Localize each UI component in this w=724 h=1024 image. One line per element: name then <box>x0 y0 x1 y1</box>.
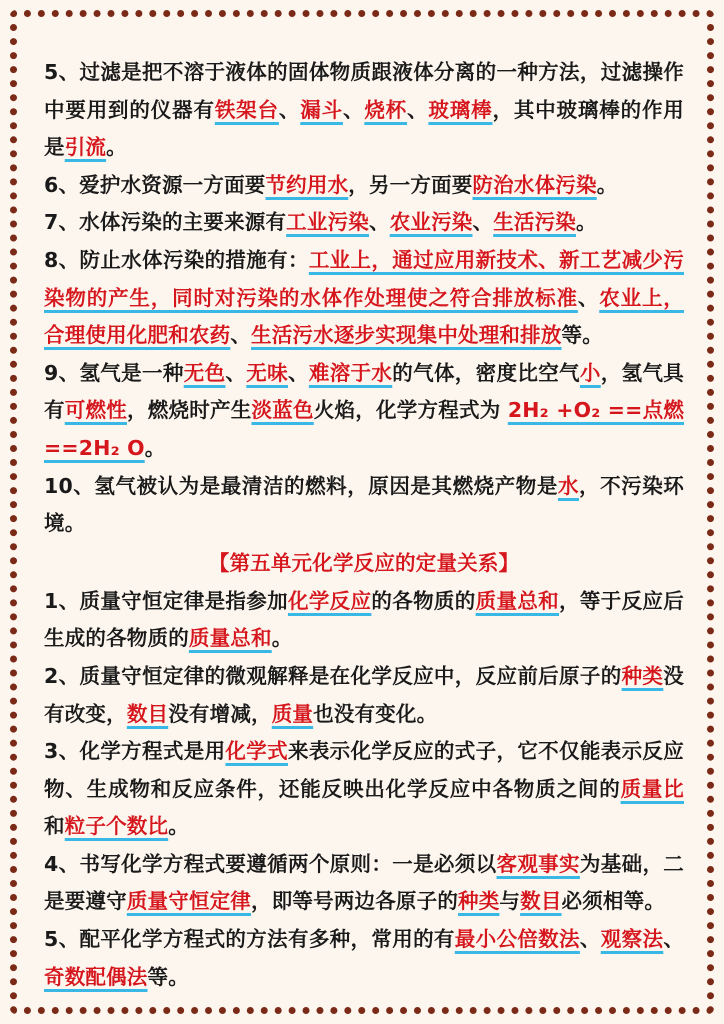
key-term: 2H₂ +O₂ ==点燃==2H₂ O <box>44 398 685 460</box>
key-term: 质量总和 <box>188 626 272 651</box>
text-run: ，不污染环境。 <box>44 473 685 536</box>
key-term: 质量 <box>271 701 314 726</box>
key-term: 难溶于水 <box>308 360 393 385</box>
text-run: ，等于反应后生成的各物质的 <box>44 588 684 651</box>
text-run: 8、防止水体污染的措施有： <box>44 247 309 272</box>
text-run: ，氢气具有 <box>44 360 684 423</box>
key-term: 铁架台 <box>214 97 279 122</box>
paragraphs-top <box>44 54 684 543</box>
text-run: 与 <box>499 889 521 914</box>
text-run: ，燃烧时产生 <box>127 398 252 423</box>
text-run: 。 <box>576 210 597 235</box>
text-run: 5、过滤是把不溶于液体的固体物质跟液体分离的一种方法，过滤操作中要用到的仪器有 <box>44 60 684 122</box>
text-run: 10、氢气被认为是最清洁的燃料，原因是其燃烧产物是 <box>44 473 558 498</box>
paragraph <box>44 204 684 242</box>
text-run: 5、配平化学方程式的方法有多种，常用的有 <box>44 927 455 952</box>
text-run: 为基础，二是要遵守 <box>44 851 684 914</box>
text-run: ，即等号两边各原子的 <box>251 889 459 914</box>
text-run: 。 <box>106 135 127 160</box>
paragraphs-bottom <box>44 583 684 997</box>
section-title: 【第五单元化学反应的定量关系】 <box>208 550 520 575</box>
paragraph <box>44 658 684 733</box>
text-run: 1、质量守恒定律是指参加 <box>44 588 288 613</box>
key-term: 农业上，合理使用化肥和农药 <box>44 285 684 348</box>
text-run: 没有增减， <box>168 701 272 726</box>
key-term: 工业上，通过应用新技术、新工艺减少污染物的产生，同时对污染的水体作处理使之符合排放标准 <box>44 247 684 310</box>
text-run: 等。 <box>147 964 189 989</box>
text-run: ，另一方面要 <box>348 172 473 197</box>
paragraph <box>44 921 684 996</box>
key-term: 数目 <box>520 889 562 914</box>
text-run: 9、氢气是一种 <box>44 360 184 385</box>
paragraph <box>44 242 684 355</box>
key-term: 种类 <box>458 889 500 914</box>
text-run: 的气体，密度比空气 <box>392 360 580 385</box>
key-term: 农业污染 <box>389 210 473 235</box>
text-run: 、 <box>368 210 390 235</box>
text-run: 来表示化学反应的式子，它不仅能表示反应物、生成物和反应条件，还能反映出化学反应中各物质之间的 <box>44 739 684 801</box>
key-term: 烧杯 <box>364 97 408 122</box>
key-term: 奇数配偶法 <box>44 964 148 989</box>
text-run: 。 <box>271 626 293 651</box>
key-term: 防治水体污染 <box>472 172 597 197</box>
paragraph <box>44 846 684 921</box>
key-term: 生活污水逐步实现集中处理和排放 <box>251 323 562 348</box>
key-term: 化学式 <box>225 739 288 764</box>
paragraph <box>44 583 684 658</box>
text-run: 4、书写化学方程式要遵循两个原则：一是必须以 <box>44 851 497 876</box>
text-run: 、 <box>342 97 365 122</box>
text-run: 、 <box>225 360 247 385</box>
key-term: 数目 <box>126 701 169 726</box>
text-run: 也没有变化。 <box>313 701 438 726</box>
key-term: 化学反应 <box>287 588 372 613</box>
key-term: 工业污染 <box>286 210 369 235</box>
key-term: 生活污染 <box>493 210 577 235</box>
text-run: 、 <box>577 285 600 310</box>
paragraph <box>44 733 684 846</box>
text-run: ，其中玻璃棒的作用是 <box>44 97 684 160</box>
text-run: 、 <box>230 323 252 348</box>
paragraph <box>44 167 684 205</box>
text-run: 必须相等。 <box>561 889 666 914</box>
text-run: 。 <box>596 172 618 197</box>
text-run: 火焰，化学方程式为 <box>313 398 508 423</box>
key-term: 无色 <box>183 360 226 385</box>
text-run: 、 <box>579 927 601 952</box>
text-run: 和 <box>44 814 65 839</box>
text-run: 。 <box>168 814 189 839</box>
key-term: 种类 <box>621 663 664 688</box>
text-run: 、 <box>472 210 494 235</box>
text-run: 7、水体污染的主要来源有 <box>44 210 287 235</box>
key-term: 漏斗 <box>300 97 343 122</box>
text-run: 6、爱护水资源一方面要 <box>44 172 266 197</box>
key-term: 水 <box>557 473 580 498</box>
key-term: 节约用水 <box>265 172 349 197</box>
paragraph <box>44 355 684 468</box>
key-term: 客观事实 <box>496 851 580 876</box>
key-term: 淡蓝色 <box>251 398 314 423</box>
key-term: 质量总和 <box>475 588 560 613</box>
key-term: 最小公倍数法 <box>454 927 580 952</box>
key-term: 小 <box>579 360 601 385</box>
text-run: 。 <box>144 435 166 460</box>
key-term: 质量守恒定律 <box>126 889 252 914</box>
paragraph <box>44 468 684 543</box>
text-run: 等。 <box>561 323 603 348</box>
key-term: 粒子个数比 <box>64 814 169 839</box>
notes-page <box>44 54 684 996</box>
key-term: 观察法 <box>600 927 664 952</box>
key-term: 可燃性 <box>64 398 127 423</box>
key-term: 无味 <box>246 360 288 385</box>
text-run: 2、质量守恒定律的微观解释是在化学反应中，反应前后原子的 <box>44 663 622 688</box>
text-run: 、 <box>287 360 309 385</box>
paragraph <box>44 54 684 167</box>
text-run: 没有改变， <box>44 663 684 726</box>
key-term: 玻璃棒 <box>428 97 493 122</box>
text-run: 、 <box>407 97 429 122</box>
text-run: 、 <box>278 97 301 122</box>
text-run: 的各物质的 <box>371 588 476 613</box>
key-term: 质量比 <box>620 776 684 801</box>
text-run: 、 <box>663 927 685 952</box>
text-run: 3、化学方程式是用 <box>44 739 226 764</box>
key-term: 引流 <box>64 135 107 160</box>
